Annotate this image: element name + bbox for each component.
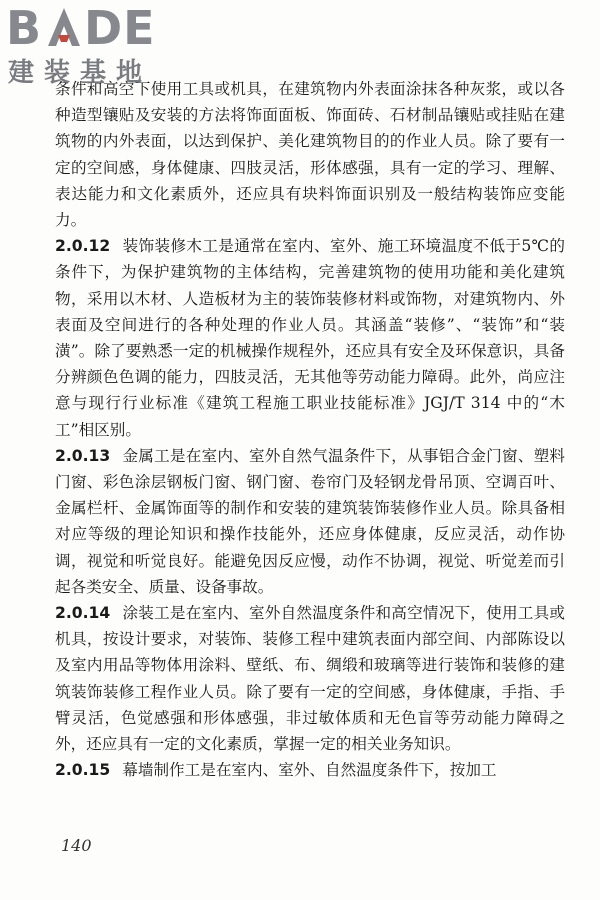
paragraph-text: 装饰装修木工是通常在室内、室外、施工环境温度不低于5℃的条件下，为保护建筑物的主体结构，完善建筑物的使用功能和美化建筑物，采用以木材、人造板材为主的装饰装修材料或饰物，对建筑物内、外表面及空间进行的各种处理的作业人员。其涵盖“装修”、“装饰”和“装潢”。除了要熟悉一定的机械操作规程外，还应具有安全及环保意识，具备分辨颜色色调的能力，四肢灵活，无其他等劳动能力障碍。此外，尚应注意与现行行业标准《建筑工程施工职业技能标准》JGJ/T 314 中的“木工”相区别。 (55, 237, 565, 439)
paragraph-text: 金属工是在室内、室外自然气温条件下，从事铝合金门窗、塑料门窗、彩色涂层钢板门窗、钢门窗、卷帘门及轻钢龙骨吊顶、空调百叶、金属栏杆、金属饰面等的制作和安装的建筑装饰装修作业人员。除具备相对应等级的理论知识和操作技能外，还应身体健康，反应灵活，动作协调，视觉和听觉良好。能避免因反应慢，动作不协调，视觉、听觉差而引起各类安全、质量、设备事故。 (55, 446, 565, 596)
svg-text:DE: DE (84, 4, 156, 50)
body-text (55, 76, 565, 783)
paragraph-text: 幕墙制作工是在室内、室外、自然温度条件下，按加工 (122, 761, 497, 780)
brand-watermark-logo (6, 4, 186, 87)
brand-logo-latin (6, 4, 186, 57)
clause-number: 2.0.13 (55, 446, 111, 465)
paragraph-continued (55, 76, 565, 233)
clause-2-0-13 (55, 443, 565, 600)
clause-2-0-14 (55, 600, 565, 757)
clause-2-0-15 (55, 757, 565, 783)
brand-logo-latin-mark (6, 4, 182, 50)
paragraph-text: 涂装工是在室内、室外自然温度条件和高空情况下，使用工具或机具，按设计要求，对装饰、装修工程中建筑表面内部空间、内部陈设以及室内用品等物体用涂料、壁纸、布、绸缎和玻璃等进行装饰和装修的建筑装饰装修工程作业人员。除了要有一定的空间感，身体健康，手指、手臂灵活，色觉感强和形体感强，非过敏体质和无色盲等劳动能力障碍之外，还应具有一定的文化素质，掌握一定的相关业务知识。 (55, 604, 565, 754)
paragraph-text: 条件和高空下使用工具或机具，在建筑物内外表面涂抹各种灰浆，或以各种造型镶贴及安装的方法将饰面面板、饰面砖、石材制品镶贴或挂贴在建筑物的内外表面，以达到保护、美化建筑物目的的作业人员。除了要有一定的空间感，身体健康、四肢灵活，形体感强，具有一定的学习、理解、表达能力和文化素质外，还应具有块料饰面识别及一般结构装饰应变能力。 (55, 80, 565, 230)
brand-logo-chinese: 建装基地 (8, 58, 153, 88)
clause-number: 2.0.12 (55, 237, 111, 256)
page-number: 140 (61, 836, 92, 855)
clause-number: 2.0.14 (55, 604, 111, 623)
svg-text:B: B (6, 4, 43, 50)
clause-2-0-12 (55, 233, 565, 443)
clause-number: 2.0.15 (55, 761, 111, 780)
